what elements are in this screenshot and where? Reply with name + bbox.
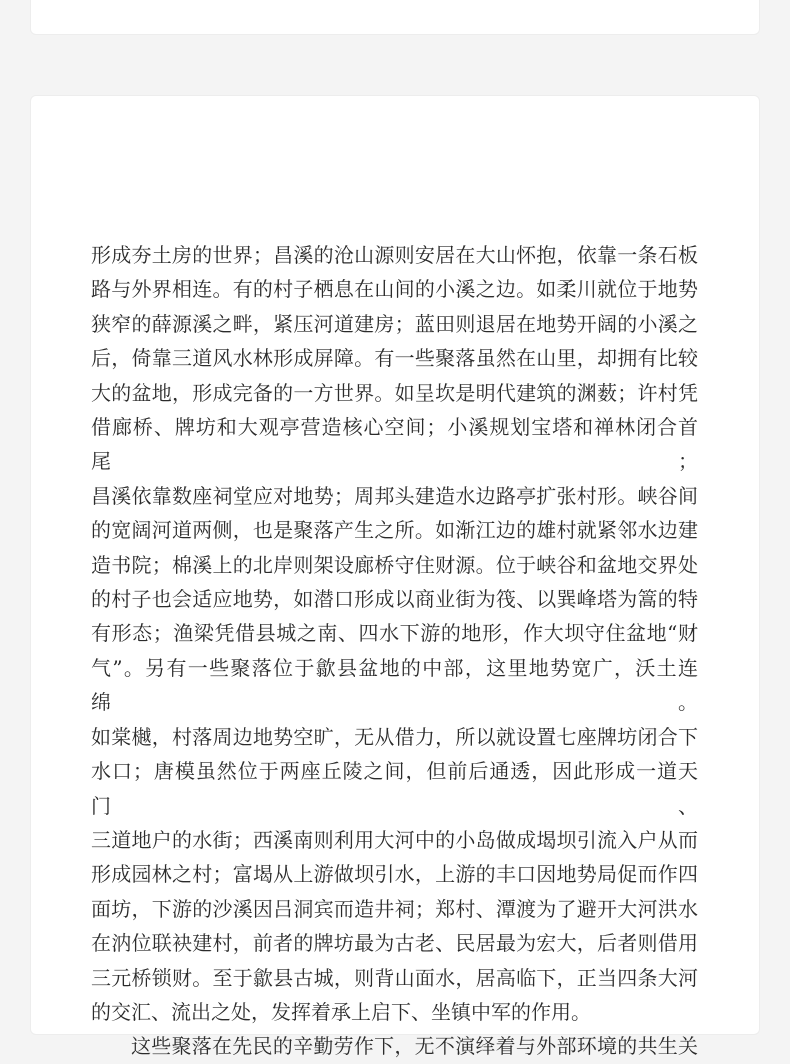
text-line: 有形态；渔梁凭借县城之南、四水下游的地形，作大坝守住盆地“财 bbox=[91, 621, 698, 646]
previous-page-card bbox=[30, 0, 760, 35]
text-line: 气”。另有一些聚落位于歙县盆地的中部，这里地势宽广，沃土连绵。 bbox=[91, 655, 698, 715]
text-line: 三道地户的水街；西溪南则利用大河中的小岛做成堨坝引流入户从而 bbox=[91, 827, 698, 852]
text-line: 水口；唐模虽然位于两座丘陵之间，但前后通透，因此形成一道天门、 bbox=[91, 759, 698, 818]
text-line: 后，倚靠三道风水林形成屏障。有一些聚落虽然在山里，却拥有比较 bbox=[91, 346, 698, 371]
text-line: 借廊桥、牌坊和大观亭营造核心空间；小溪规划宝塔和禅林闭合首尾； bbox=[91, 415, 698, 474]
text-line: 三元桥锁财。至于歙县古城，则背山面水，居高临下，正当四条大河 bbox=[91, 965, 698, 990]
text-line: 形成夯土房的世界；昌溪的沧山源则安居在大山怀抱，依靠一条石板 bbox=[91, 243, 698, 267]
text-line: 形成园林之村；富堨从上游做坝引水，上游的丰口因地势局促而作四 bbox=[91, 862, 698, 887]
text-line: 的宽阔河道两侧，也是聚落产生之所。如渐江边的雄村就紧邻水边建 bbox=[91, 518, 698, 543]
document-body bbox=[91, 238, 698, 1064]
paragraph-last-line: 的交汇、流出之处，发挥着承上启下、坐镇中军的作用。 bbox=[91, 999, 591, 1024]
text-line: 面坊，下游的沙溪因吕洞宾而造井祠；郑村、潭渡为了避开大河洪水 bbox=[91, 896, 698, 921]
next-paragraph-line: 这些聚落在先民的辛勤劳作下，无不演绎着与外部环境的共生关 bbox=[131, 1034, 698, 1059]
text-line: 狭窄的薛源溪之畔，紧压河道建房；蓝田则退居在地势开阔的小溪之 bbox=[91, 311, 698, 336]
text-line: 如棠樾，村落周边地势空旷，无从借力，所以就设置七座牌坊闭合下 bbox=[91, 724, 698, 749]
text-line: 昌溪依靠数座祠堂应对地势；周邦头建造水边路亭扩张村形。峡谷间 bbox=[91, 483, 698, 508]
text-line: 大的盆地，形成完备的一方世界。如呈坎是明代建筑的渊薮；许村凭 bbox=[91, 380, 698, 405]
text-line: 造书院；棉溪上的北岸则架设廊桥守住财源。位于峡谷和盆地交界处 bbox=[91, 552, 698, 577]
text-line: 的村子也会适应地势，如潜口形成以商业街为筏、以巽峰塔为篙的特 bbox=[91, 587, 698, 612]
text-line: 在汭位联袂建村，前者的牌坊最为古老、民居最为宏大，后者则借用 bbox=[91, 931, 698, 956]
text-line: 路与外界相连。有的村子栖息在山间的小溪之边。如柔川就位于地势 bbox=[91, 277, 698, 302]
